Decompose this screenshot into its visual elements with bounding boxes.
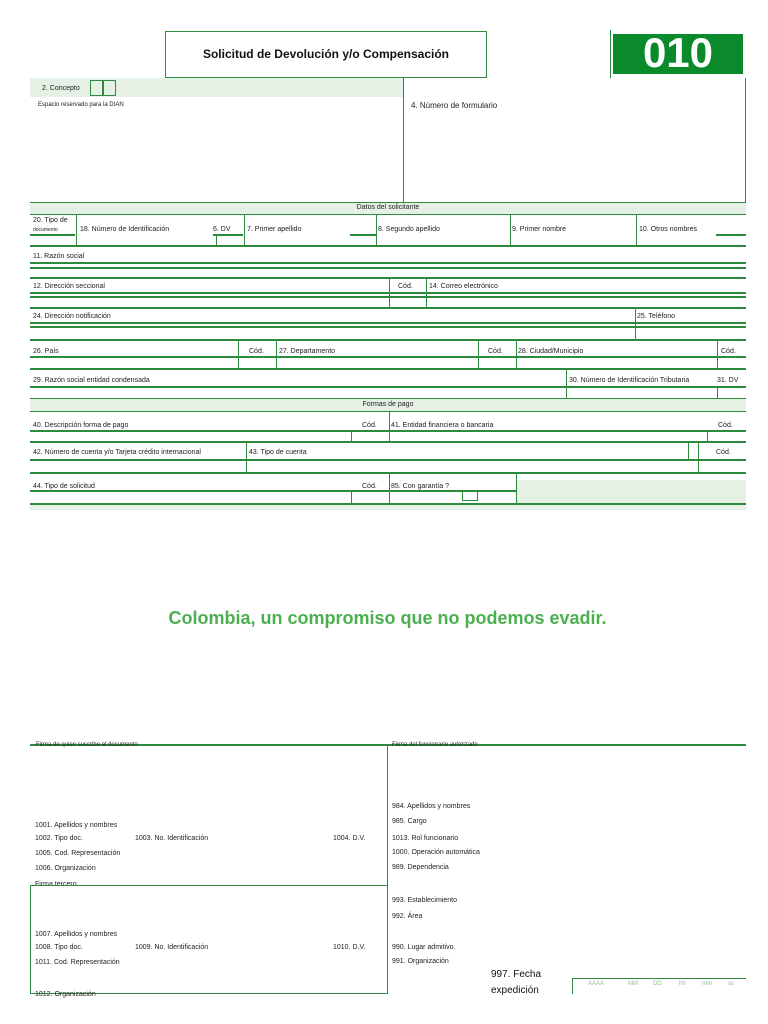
correo-label: 14. Correo electrónico xyxy=(429,283,498,290)
line xyxy=(30,411,746,412)
slogan: Colombia, un compromiso que no podemos evadir. xyxy=(168,608,607,628)
line xyxy=(30,202,746,203)
line xyxy=(30,459,746,461)
fecha-label-1: 997. Fecha xyxy=(491,969,542,980)
cuenta-label: 42. Número de cuenta y/o Tarjeta crédito internacional xyxy=(33,449,201,456)
line xyxy=(30,356,746,358)
line xyxy=(30,490,516,492)
line xyxy=(276,339,277,369)
line xyxy=(30,430,746,432)
concepto-label: 2. Concepto xyxy=(42,85,80,92)
dian-reserved-label: Espacio reservado para la DIAN xyxy=(38,102,124,108)
cod-g-label: Cód. xyxy=(716,449,731,456)
line xyxy=(238,339,239,369)
line xyxy=(244,214,245,246)
f984-label: 984. Apellidos y nombres xyxy=(392,803,471,810)
line xyxy=(566,369,567,398)
f1011-label: 1011. Cod. Representación xyxy=(35,959,120,966)
line xyxy=(30,326,746,328)
descripcion-pago-label: 40. Descripción forma de pago xyxy=(33,422,129,429)
fecha-mm: MM xyxy=(628,981,638,987)
line xyxy=(30,472,746,474)
num-formulario-label: 4. Número de formulario xyxy=(411,101,498,110)
f1006-label: 1006. Organización xyxy=(35,865,96,872)
badge-left-line xyxy=(610,30,611,78)
pago-section-title: Formas de pago xyxy=(362,401,414,408)
f993-label: 993. Establecimiento xyxy=(392,897,457,904)
cod-c-label: Cód. xyxy=(488,348,503,355)
line xyxy=(30,277,746,279)
cod-a-label: Cód. xyxy=(398,283,413,290)
line xyxy=(350,234,376,236)
firma-right-title: Firma del funcionario autorizado xyxy=(392,742,478,748)
line xyxy=(30,214,746,215)
bottom-band xyxy=(30,505,746,510)
f990-label: 990. Lugar admitivo. xyxy=(392,944,456,951)
tercero-label: Firma tercero xyxy=(35,881,77,888)
line xyxy=(376,214,377,246)
line xyxy=(30,296,746,298)
concepto-box-2[interactable] xyxy=(103,80,116,96)
line xyxy=(30,386,746,388)
line xyxy=(717,339,718,369)
line xyxy=(716,234,746,236)
fecha-hh: hh xyxy=(679,981,686,987)
line xyxy=(688,442,689,460)
ciudad-label: 28. Ciudad/Municipio xyxy=(518,348,584,355)
departamento-label: 27. Departamento xyxy=(279,348,336,355)
firma-tercero-box xyxy=(30,885,388,994)
f1009-label: 1009. No. Identificación xyxy=(135,944,209,951)
tipo-solicitud-label: 44. Tipo de solicitud xyxy=(33,483,95,490)
tipo-doc-sublabel: documento xyxy=(33,227,58,233)
razon-social-label: 11. Razón social xyxy=(33,253,85,260)
pais-label: 26. País xyxy=(33,348,59,355)
line xyxy=(516,339,517,369)
f1010-label: 1010. D.V. xyxy=(333,944,366,951)
cod-b-label: Cód. xyxy=(249,348,264,355)
direccion-notificacion-label: 24. Dirección notificación xyxy=(33,313,111,320)
nit-label: 18. Número de Identificación xyxy=(80,226,170,233)
tipo-cuenta-label: 43. Tipo de cuenta xyxy=(249,449,307,456)
segundo-apellido-label: 8. Segundo apellido xyxy=(378,226,440,233)
primer-nombre-label: 9. Primer nombre xyxy=(512,226,567,233)
entidad-label: 41. Entidad financiera o bancaria xyxy=(391,422,494,429)
line xyxy=(389,473,390,504)
firma-left-title: Firma de quien suscribe el documento xyxy=(36,742,138,748)
garantia-checkbox[interactable] xyxy=(462,490,478,501)
line xyxy=(351,490,352,504)
f1008-label: 1008. Tipo doc. xyxy=(35,944,83,951)
line xyxy=(30,322,746,324)
dv-label: 6. DV xyxy=(213,226,231,233)
direccion-seccional-label: 12. Dirección seccional xyxy=(33,283,105,290)
cod-h-label: Cód. xyxy=(362,483,377,490)
line xyxy=(76,214,77,246)
line xyxy=(510,214,511,246)
telefono-label: 25. Teléfono xyxy=(637,313,676,320)
razon-condensada-label: 29. Razón social entidad condensada xyxy=(33,377,150,384)
fecha-label-2: expedición xyxy=(491,985,539,996)
form-title: Solicitud de Devolución y/o Compensación xyxy=(202,47,450,61)
otros-nombres-label: 10. Otros nombres xyxy=(639,226,697,233)
f985-label: 985. Cargo xyxy=(392,818,427,825)
f989-label: 989. Dependencia xyxy=(392,864,449,871)
solicitante-section-title: Datos del solicitante xyxy=(356,204,420,211)
line xyxy=(478,339,479,369)
f1002-label: 1002. Tipo doc. xyxy=(35,835,83,842)
f1004-label: 1004. D.V. xyxy=(333,835,366,842)
line xyxy=(30,267,746,269)
primer-apellido-label: 7. Primer apellido xyxy=(247,226,302,233)
f1003-label: 1003. No. Identificación xyxy=(135,835,209,842)
f1001-label: 1001. Apellidos y nombres xyxy=(35,822,118,829)
fecha-ss: ss xyxy=(728,981,734,987)
line xyxy=(572,978,573,994)
cod-e-label: Cód. xyxy=(362,422,377,429)
line xyxy=(389,412,390,442)
line xyxy=(30,441,746,443)
fecha-min: mm xyxy=(702,981,712,987)
form-number: 010 xyxy=(642,29,714,76)
f1012-label: 1012. Organización xyxy=(35,991,96,998)
f1007-label: 1007. Apellidos y nombres xyxy=(35,931,118,938)
concepto-box-1[interactable] xyxy=(90,80,103,96)
nit-tributaria-label: 30. Número de Identificación Tributaria xyxy=(569,377,690,384)
concepto-band xyxy=(30,78,403,97)
f1013-label: 1013. Rol funcionario xyxy=(392,835,459,842)
line xyxy=(30,234,75,236)
top-divider xyxy=(403,78,404,202)
line xyxy=(636,214,637,246)
line xyxy=(30,245,746,247)
cod-f-label: Cód. xyxy=(718,422,733,429)
f1000-label: 1000. Operación automática xyxy=(392,849,480,856)
line xyxy=(572,978,746,979)
f1005-label: 1005. Cod. Representación xyxy=(35,850,121,857)
dv31-label: 31. DV xyxy=(717,377,739,384)
fecha-dd: DD xyxy=(653,981,662,987)
garantia-side-band xyxy=(517,480,746,503)
line xyxy=(30,368,746,370)
line xyxy=(213,234,243,236)
line xyxy=(717,386,718,398)
f992-label: 992. Área xyxy=(392,913,423,920)
line xyxy=(30,307,746,309)
top-right-border xyxy=(745,78,746,202)
f991-label: 991. Organización xyxy=(392,958,449,965)
line xyxy=(30,339,746,341)
line xyxy=(246,442,247,472)
garantia-label: 85. Con garantía ? xyxy=(391,483,449,490)
line xyxy=(30,262,746,264)
tipo-doc-label: 20. Tipo de xyxy=(33,217,68,224)
cod-d-label: Cód. xyxy=(721,348,736,355)
fecha-aaaa: AAAA xyxy=(588,981,605,987)
line xyxy=(30,292,746,294)
line xyxy=(698,442,699,472)
